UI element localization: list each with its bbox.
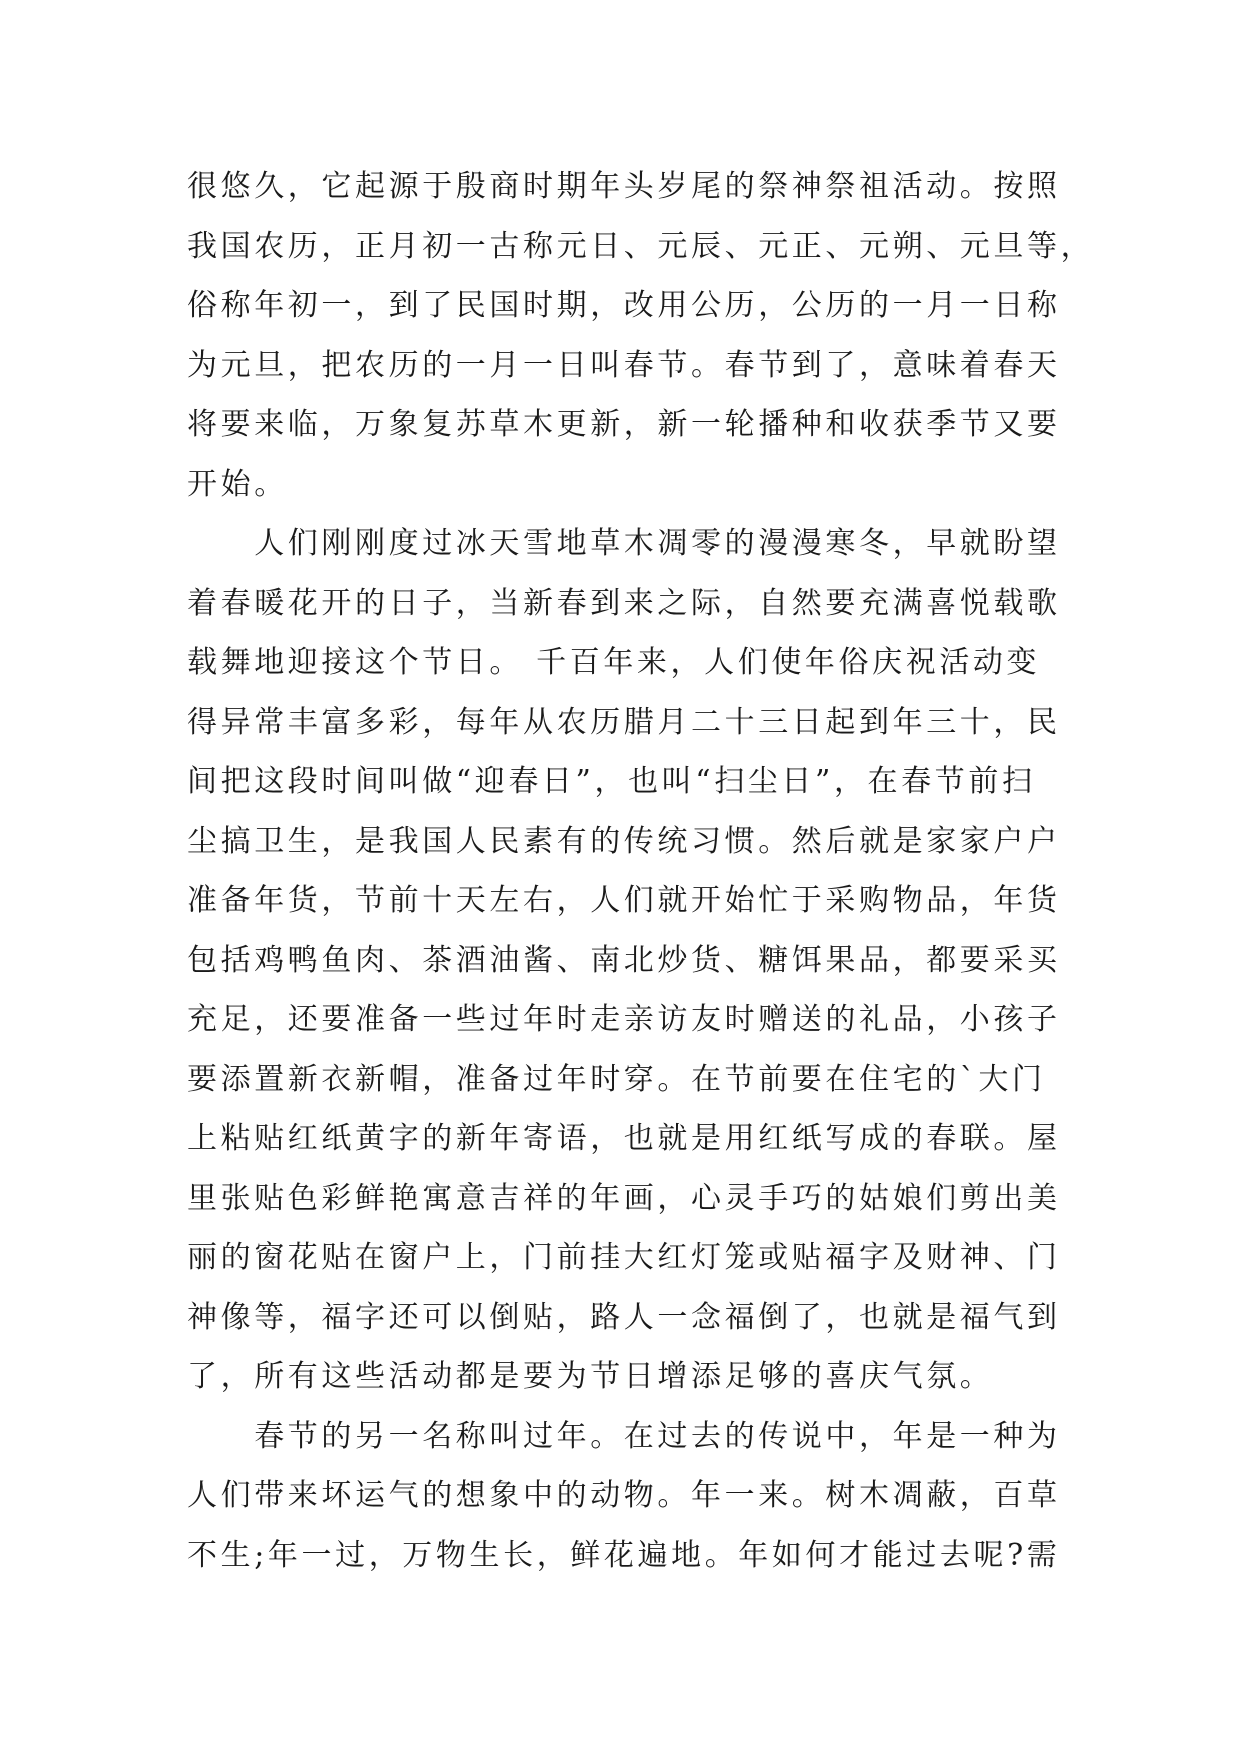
text-line: 准备年货，节前十天左右，人们就开始忙于采购物品，年货 (187, 883, 1061, 918)
text-line: 开始。 (187, 466, 288, 502)
text-line: 春节的另一名称叫过年。在过去的传说中，年是一种为 (187, 1418, 1061, 1454)
text-line: 要添置新衣新帽，准备过年时穿。在节前要在住宅的`大门 (187, 1061, 1046, 1097)
paragraph-3 (187, 1407, 1061, 1586)
text-line: 神像等，福字还可以倒贴，路人一念福倒了，也就是福气到 (187, 1299, 1061, 1335)
document-body (187, 157, 1095, 1585)
text-line: 载舞地迎接这个节日。 千百年来，人们使年俗庆祝活动变 (187, 645, 1041, 680)
text-line: 丽的窗花贴在窗户上，门前挂大红灯笼或贴福字及财神、门 (187, 1240, 1061, 1275)
text-line: 我国农历，正月初一古称元日、元辰、元正、元朔、元旦等， (187, 228, 1095, 264)
text-line: 尘搞卫生，是我国人民素有的传统习惯。然后就是家家户户 (187, 823, 1061, 859)
text-line: 着春暖花开的日子，当新春到来之际，自然要充满喜悦载歌 (187, 585, 1061, 621)
text-line: 得异常丰富多彩，每年从农历腊月二十三日起到年三十，民 (187, 704, 1061, 740)
text-line: 人们带来坏运气的想象中的动物。年一来。树木凋蔽，百草 (187, 1478, 1061, 1513)
paragraph-1 (187, 157, 1095, 514)
text-line: 人们刚刚度过冰天雪地草木凋零的漫漫寒冬，早就盼望 (187, 526, 1061, 561)
text-line: 为元旦，把农历的一月一日叫春节。春节到了，意味着春天 (187, 347, 1061, 383)
text-line: 将要来临，万象复苏草木更新，新一轮播种和收获季节又要 (187, 407, 1061, 442)
text-line: 了，所有这些活动都是要为节日增添足够的喜庆气氛。 (187, 1359, 994, 1394)
text-line: 里张贴色彩鲜艳寓意吉祥的年画，心灵手巧的姑娘们剪出美 (187, 1180, 1061, 1216)
text-line: 上粘贴红纸黄字的新年寄语，也就是用红纸写成的春联。屋 (187, 1121, 1061, 1156)
text-line: 充足，还要准备一些过年时走亲访友时赠送的礼品，小孩子 (187, 1002, 1061, 1037)
paragraph-2 (187, 514, 1061, 1407)
text-line: 包括鸡鸭鱼肉、茶酒油酱、南北炒货、糖饵果品，都要采买 (187, 942, 1061, 978)
text-line: 很悠久，它起源于殷商时期年头岁尾的祭神祭祖活动。按照 (187, 169, 1061, 204)
text-line: 俗称年初一，到了民国时期，改用公历，公历的一月一日称 (187, 288, 1061, 323)
text-line: 不生;年一过，万物生长，鲜花遍地。年如何才能过去呢?需 (187, 1537, 1061, 1573)
text-line: 间把这段时间叫做“迎春日”，也叫“扫尘日”，在春节前扫 (187, 764, 1036, 799)
